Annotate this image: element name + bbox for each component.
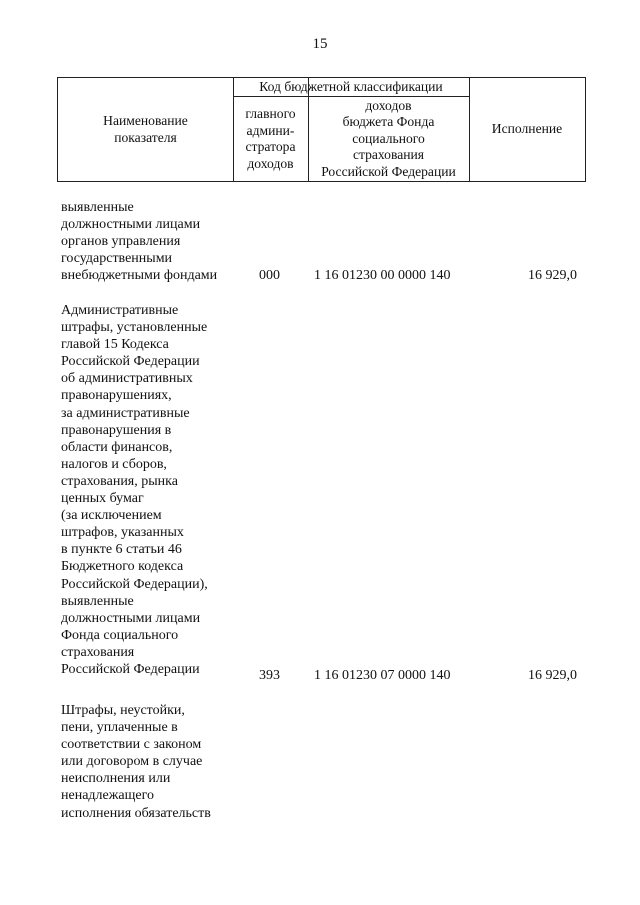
- table-row-classification-code: 1 16 01230 00 0000 140: [314, 268, 451, 283]
- header-name-column: Наименование показателя: [103, 113, 188, 145]
- table-row-execution-value: 16 929,0: [528, 668, 577, 683]
- table-row-execution-value: 16 929,0: [528, 268, 577, 283]
- table-row-name: выявленные должностными лицами органов управления государственными внебюджетными фондами: [61, 200, 218, 284]
- table-row-admin-code: 393: [259, 668, 280, 683]
- table-row-name: Административные штрафы, установленные главой 15 Кодекса Российской Федерации об административных правонарушениях, за административные правонарушения в области финансов, налогов и сборов, страхования, рынка ценных бумаг (за исключением штрафов, указанных в пункте 6 статьи 46 Бюджетного кодекса Российской Федерации), выявленные должностными лицами Фонда социального страхования Российской Федерации: [61, 303, 208, 677]
- table-row-name: Штрафы, неустойки, пени, уплаченные в соответствии с законом или договором в случае неисполнения или ненадлежащего исполнения обязательств: [61, 703, 211, 821]
- header-execution-column: Исполнение: [491, 121, 563, 137]
- header-budget-classification-group: Код бюджетной классификации: [259, 78, 443, 94]
- header-income-column: доходов бюджета Фонда социального страхования Российской Федерации: [321, 97, 456, 179]
- page-number: 15: [312, 36, 328, 52]
- table-row-admin-code: 000: [259, 268, 280, 283]
- table-header: [57, 77, 586, 182]
- table-row-classification-code: 1 16 01230 07 0000 140: [314, 668, 451, 683]
- header-admin-column: главного админи- стратора доходов: [245, 106, 296, 171]
